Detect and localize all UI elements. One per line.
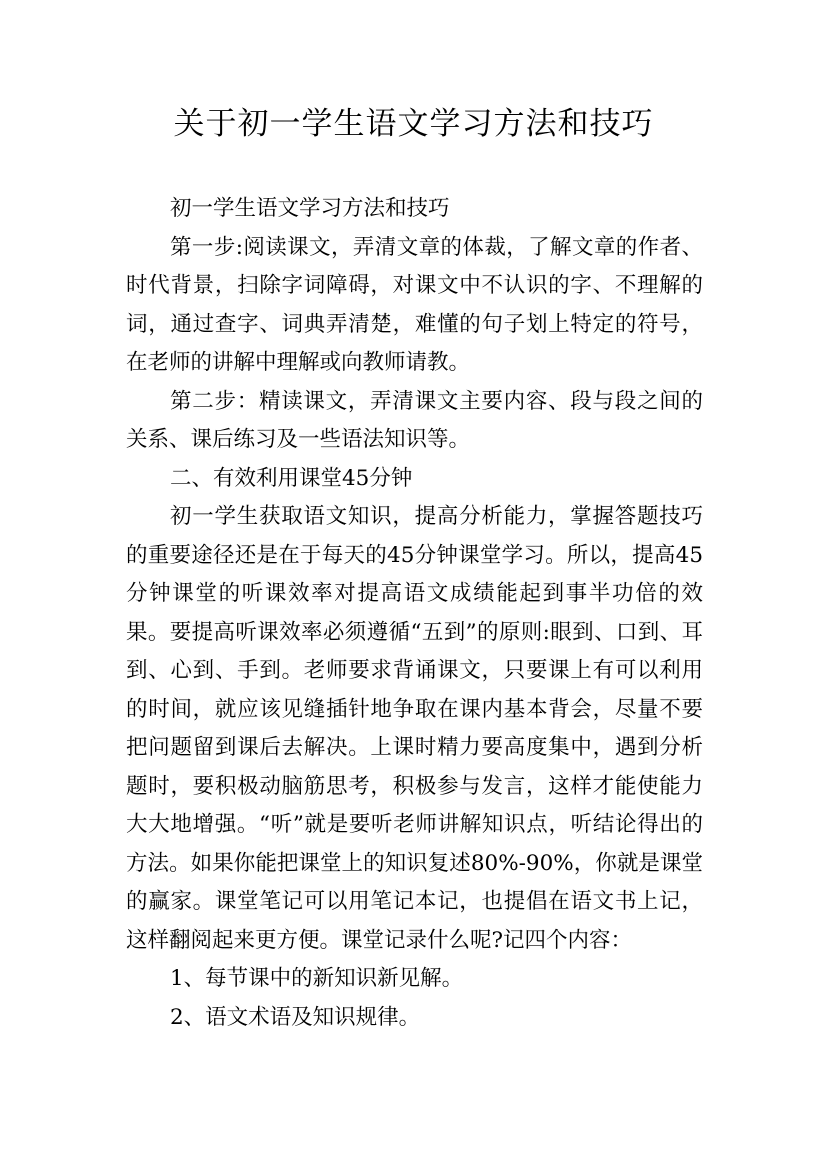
paragraph-step-one: 第一步:阅读课文，弄清文章的体裁，了解文章的作者、时代背景，扫除字词障碍，对课文中不认识的字、不理解的词，通过查字、词典弄清楚，难懂的句子划上特定的符号，在老师的讲解中理解或向教师请教。 <box>126 234 703 375</box>
paragraph-step-two: 第二步：精读课文，弄清课文主要内容、段与段之间的关系、课后练习及一些语法知识等。 <box>126 388 703 452</box>
list-item-one: 1、每节课中的新知识新见解。 <box>170 966 464 991</box>
section-heading-two: 二、有效利用课堂45分钟 <box>170 465 413 491</box>
document-title: 关于初一学生语文学习方法和技巧 <box>173 106 654 142</box>
paragraph-subtitle: 初一学生语文学习方法和技巧 <box>170 196 450 221</box>
document-body <box>126 190 703 1037</box>
list-item-two: 2、语文术语及知识规律。 <box>170 1004 421 1030</box>
paragraph-classroom: 初一学生获取语文知识，提高分析能力，掌握答题技巧的重要途径还是在于每天的45分钟课堂学习。所以，提高45分钟课堂的听课效率对提高语文成绩能起到事半功倍的效果。要提高听课效率必须遵循“五到”的原则:眼到、口到、耳到、心到、手到。老师要求背诵课文，只要课上有可以利用的时间，就应该见缝插针地争取在课内基本背会，尽量不要把问题留到课后去解决。上课时精力要高度集中，遇到分析题时，要积极动脑筋思考，积极参与发言，这样才能使能力大大地增强。“听”就是要听老师讲解知识点，听结论得出的方法。如果你能把课堂上的知识复述80%-90%，你就是课堂的赢家。课堂笔记可以用笔记本记，也提倡在语文书上记，这样翻阅起来更方便。课堂记录什么呢?记四个内容： <box>126 504 703 953</box>
